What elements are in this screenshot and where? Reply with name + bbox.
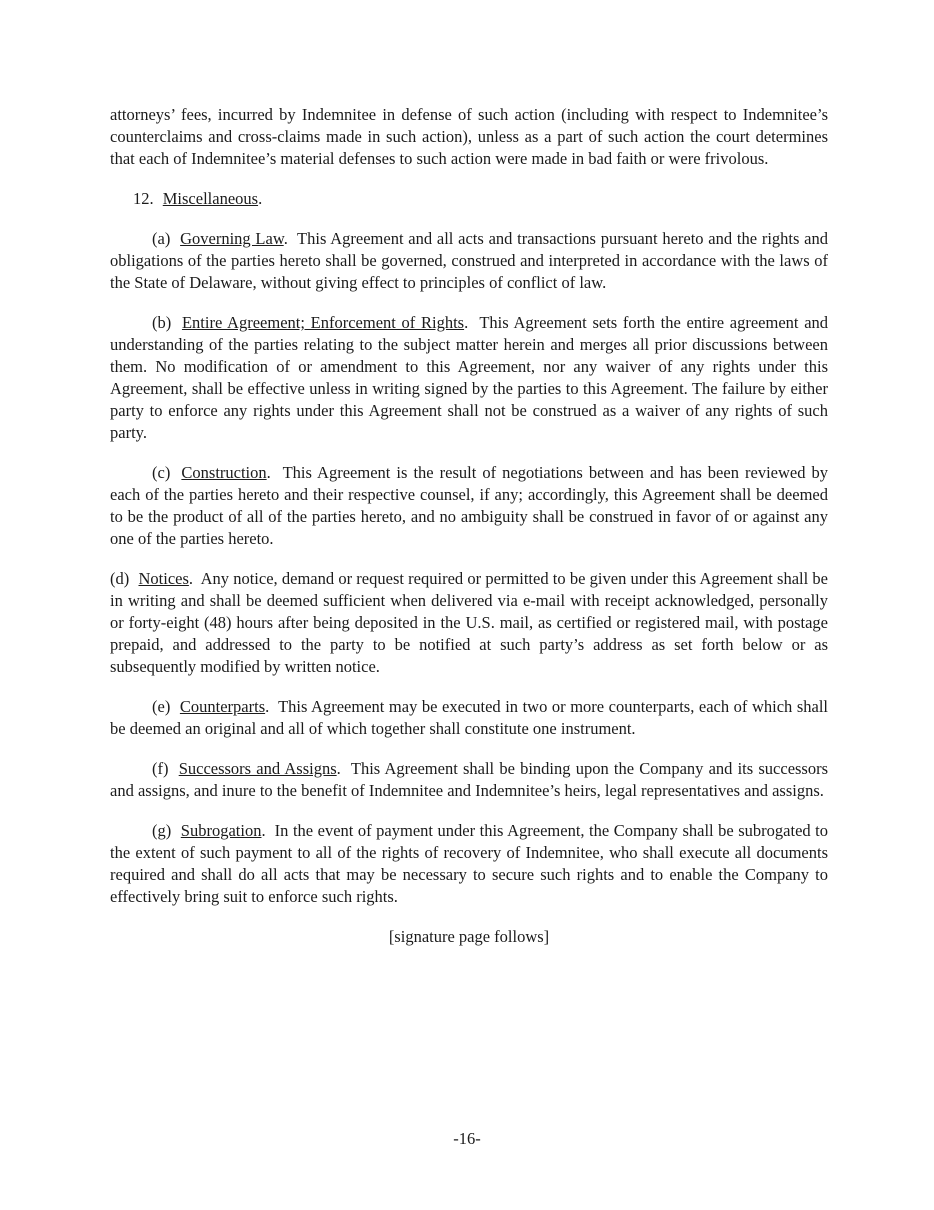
subsection-a: (a) Governing Law. This Agreement and all acts and transactions pursuant hereto and the rights and obligations of the parties hereto shall be governed, construed and interpreted in accordance with the laws of the State of Delaware, without giving effect to principles of conflict of law. [110,229,828,292]
subsection-c-label: (c) [152,463,171,482]
subsection-b-label: (b) [152,313,172,332]
subsection-c-title: Construction [181,463,267,482]
subsection-a-body: This Agreement and all acts and transactions pursuant hereto and the rights and obligations of the parties hereto shall be governed, construed and interpreted in accordance with the laws of the State of Delaware, without giving effect to principles of conflict of law. [110,229,828,292]
subsection-g-label: (g) [152,821,172,840]
subsection-g-body: In the event of payment under this Agreement, the Company shall be subrogated to the extent of such payment to all of the rights of recovery of Indemnitee, who shall execute all documents required and shall do all acts that may be necessary to secure such rights and to enable the Company to effectively bring suit to enforce such rights. [110,821,829,906]
subsection-e-body: This Agreement may be executed in two or more counterparts, each of which shall be deemed an original and all of which together shall constitute one instrument. [110,697,829,738]
section-title: Miscellaneous [162,189,259,208]
section-number: 12. [133,189,154,208]
subsection-f: (f) Successors and Assigns. This Agreement shall be binding upon the Company and its successors and assigns, and inure to the benefit of Indemnitee and Indemnitee’s heirs, legal representatives and assigns. [110,759,829,800]
signature-note: [signature page follows] [388,927,550,946]
subsection-f-label: (f) [152,759,169,778]
subsection-g-title: Subrogation [180,821,262,840]
section-heading [110,188,828,210]
subsection-d-body: Any notice, demand or request required or permitted to be given under this Agreement shall be in writing and shall be deemed sufficient when delivered via e-mail with receipt acknowledged, personally or forty-eight (48) hours after being deposited in the U.S. mail, as certified or registered mail, with postage prepaid, and addressed to the party to be notified at such party’s address as set forth below or as subsequently modified by written notice. [110,569,828,676]
subsection-d: (d) Notices. Any notice, demand or request required or permitted to be given under this Agreement shall be in writing and shall be deemed sufficient when delivered via e-mail with receipt acknowledged, personally or forty-eight (48) hours after being deposited in the U.S. mail, as certified or registered mail, with postage prepaid, and addressed to the party to be notified at such party’s address as set forth below or as subsequently modified by written notice. [110,569,828,676]
continuation-paragraph-text: attorneys’ fees, incurred by Indemnitee in defense of such action (including with respect to Indemnitee’s counterclaims and cross-claims made in such action), unless as a part of such action the court determines that each of Indemnitee’s material defenses to such action were made in bad faith or were frivolous. [110,105,828,168]
subsection-a-label: (a) [152,229,171,248]
subsection-e: (e) Counterparts. This Agreement may be executed in two or more counterparts, each of which shall be deemed an original and all of which together shall constitute one instrument. [110,697,829,738]
subsection-e-label: (e) [152,697,171,716]
continuation-paragraph [110,104,828,170]
subsection-f-title: Successors and Assigns [178,759,337,778]
subsection-g: (g) Subrogation. In the event of payment under this Agreement, the Company shall be subrogated to the extent of such payment to all of the rights of recovery of Indemnitee, who shall execute all documents required and shall do all acts that may be necessary to secure such rights and to enable the Company to effectively bring suit to enforce such rights. [110,821,829,906]
subsection-b-title: Entire Agreement; Enforcement of Rights [181,313,465,332]
section-title-period: . [258,189,263,208]
subsection-c-body: This Agreement is the result of negotiations between and has been reviewed by each of the parties hereto and their respective counsel, if any; accordingly, this Agreement shall be deemed to be the product of all of the parties hereto, and no ambiguity shall be construed in favor of or against any one of the parties hereto. [110,463,829,548]
subsection-a-title: Governing Law [180,229,284,248]
page-number: -16- [453,1129,481,1148]
subsection-b: (b) Entire Agreement; Enforcement of Rights. This Agreement sets forth the entire agreement and understanding of the parties relating to the subject matter herein and merges all prior discussions between them. No modification of or amendment to this Agreement, nor any waiver of any rights under this Agreement, shall be effective unless in writing signed by the parties to this Agreement. The failure by either party to enforce any rights under this Agreement shall not be construed as a waiver of any rights of such party. [110,313,829,442]
document-content [110,104,828,966]
subsection-f-body: This Agreement shall be binding upon the Company and its successors and assigns, and inure to the benefit of Indemnitee and Indemnitee’s heirs, legal representatives and assigns. [110,759,829,800]
subsection-d-label: (d) [110,569,130,588]
subsection-e-title: Counterparts [179,697,266,716]
subsection-b-body: This Agreement sets forth the entire agreement and understanding of the parties relating to the subject matter herein and merges all prior discussions between them. No modification of or amendment to this Agreement, nor any waiver of any rights under this Agreement, shall be effective unless in writing signed by the parties to this Agreement. The failure by either party to enforce any rights under this Agreement shall not be construed as a waiver of any rights of such party. [110,313,829,442]
subsection-c: (c) Construction. This Agreement is the result of negotiations between and has been reviewed by each of the parties hereto and their respective counsel, if any; accordingly, this Agreement shall be deemed to be the product of all of the parties hereto, and no ambiguity shall be construed in favor of or against any one of the parties hereto. [110,463,829,548]
subsection-d-title: Notices [138,569,189,588]
